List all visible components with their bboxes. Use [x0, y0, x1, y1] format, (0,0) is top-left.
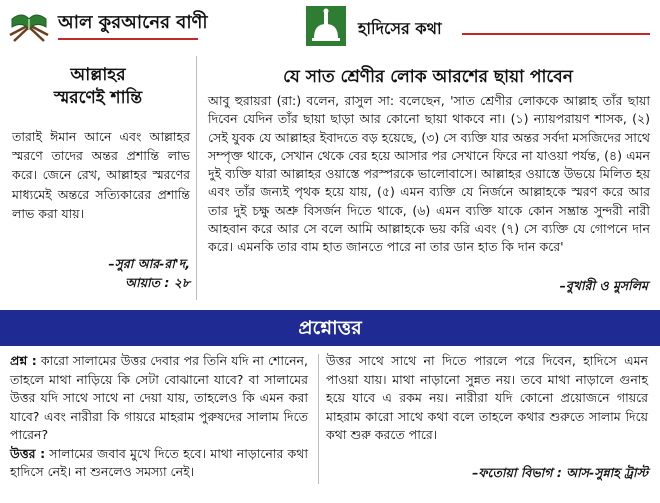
- quran-citation-ayah: আয়াত : ২৮: [125, 275, 190, 290]
- quran-body: তারাই ঈমান আনে এবং আল্লাহর স্মরণে তাদের অন্তর প্রশান্তি লাভ করে। জেনে রেখ, আল্লাহর স্মরণের মাধ্যমেই অন্তরে সত্যিকারের প্রশান্তি লাভ করা যায়।: [12, 129, 190, 221]
- qa-left-column: [10, 352, 308, 482]
- qa-banner-title: প্রশ্নোত্তর: [298, 317, 362, 339]
- right-header-title: হাদিসের কথা: [358, 19, 442, 38]
- answer-label: উত্তর :: [10, 445, 46, 461]
- right-header-rule: [462, 33, 650, 35]
- quran-title-line1: আল্লাহর: [70, 65, 126, 85]
- quran-title-line2: স্মরণেই শান্তি: [53, 88, 143, 108]
- column-divider: [196, 56, 197, 300]
- hadith-source: –বুখারী ও মুসলিম: [559, 278, 648, 293]
- answer-text-part2: উত্তর সাথে সাথে না দিতে পারলে পরে দিবেন, হাদিসে এমন পাওয়া যায়। মাথা নাড়ানো সুন্নত নয়। তবে মাথা নাড়ালে গুনাহ হয়ে যাবে এ রকম নয়। নারীরা যদি কোনো প্রয়োজনে গায়রে মাহরাম কারো সাথে কথা বলে তাহলে কথার শুরুতে সালাম দিয়ে কথা শুরু করতে পারে।: [326, 353, 648, 442]
- quran-citation-surah: –সুরা আর-রা'দ,: [108, 256, 190, 271]
- left-header-title: আল কুরআনের বাণী: [58, 12, 208, 33]
- quran-on-stand-icon: [6, 5, 52, 45]
- question-label: প্রশ্ন :: [10, 353, 37, 368]
- left-header-rule: [58, 38, 198, 40]
- answer-text-part1: সালামের জবাব মুখে দিতে হবে। মাথা নাড়ানোর কথা হাদিসে নেই। না শুনলেও সমস্যা নেই।: [10, 445, 308, 479]
- hadith-body: আবু হুরায়রা (রা:) বলেন, রাসুল সা: বলেছেন, 'সাত শ্রেণীর লোককে আল্লাহ তাঁর ছায়া দিবেন যেদিন তাঁর ছায়া ছাড়া আর কোনো ছায়া থাকবে না। (১) ন্যায়পরায়ণ শাসক, (২) সেই যুবক যে আল্লাহর ইবাদতে বড় হয়েছে, (৩) সে ব্যক্তি যার অন্তর সর্বদা মসজিদের সাথে সম্পৃক্ত থাকে, সেখান থেকে বের হয়ে আসার পর সেখানে ফিরে না যাওয়া পর্যন্ত, (৪) এমন দুই ব্যক্তি যারা আল্লাহর ওয়াস্তে পরস্পরকে ভালোবাসে। আল্লাহর ওয়াস্তে উভয়ে মিলিত হয় এবং তাঁর জন্যই পৃথক হয়ে যায়, (৫) এমন ব্যক্তি যে নির্জনে আল্লাহকে স্মরণ করে আর তার দুই চক্ষু অশ্রু বিসর্জন দিতে থাকে, (৬) এমন ব্যক্তি যাকে কোন সম্ভ্রান্ত সুন্দরী নারী আহবান করে আর সে বলে আমি আল্লাহকে ভয় করি এবং (৭) সে ব্যক্তি যে গোপনে দান করে। এমনকি তার বাম হাত জানতে পারে না তার ডান হাত কি দান করে': [208, 93, 650, 255]
- mosque-logo-icon: [306, 6, 346, 46]
- qa-source: –ফতোয়া বিভাগ : আস-সুন্নাহ ট্রাস্ট: [472, 465, 648, 480]
- hadith-title: যে সাত শ্রেণীর লোক আরশের ছায়া পাবেন: [283, 67, 573, 87]
- qa-divider: [318, 354, 319, 484]
- question-text: কারো সালামের উত্তর দেবার পর তিনি যদি না শোনেন, তাহলে মাথা নাড়িয়ে কি সেটা বোঝানো যাবে? বা সালামের উত্তর যদি সাথে সাথে না দেয়া যায়, তাহলেও কি এমন করা যাবে? এবং নারীরা কি গায়রে মাহরাম পুরুষদের সালাম দিতে পারেন?: [10, 353, 308, 442]
- quran-title: [4, 64, 192, 110]
